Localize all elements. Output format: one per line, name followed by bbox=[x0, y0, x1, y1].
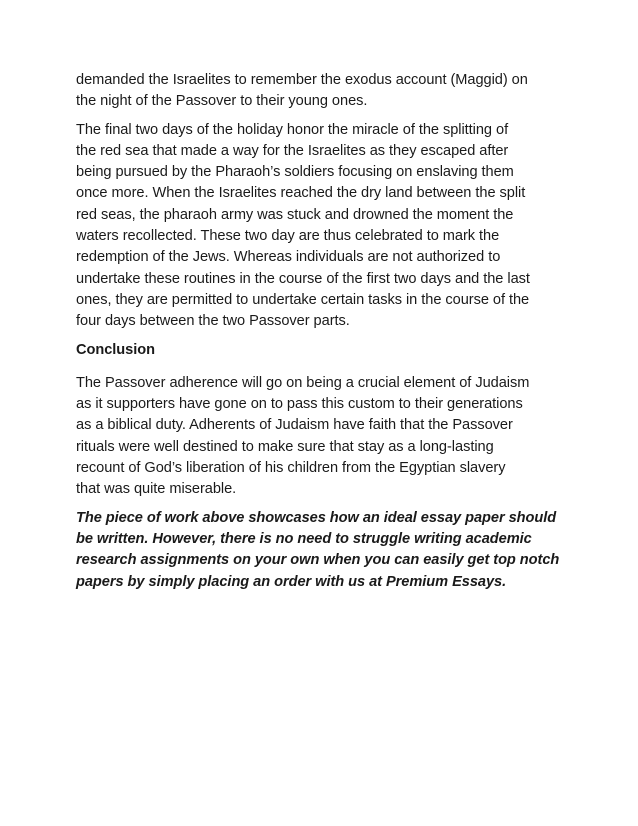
text-line: rituals were well destined to make sure that stay as a long-lasting bbox=[76, 438, 494, 455]
text-line: waters recollected. These two day are thus celebrated to mark the bbox=[76, 228, 500, 245]
text-line: research assignments on your own when you can easily get top notch bbox=[76, 552, 560, 569]
text-line: the red sea that made a way for the Israelites as they escaped after bbox=[76, 142, 509, 159]
text-line: ones, they are permitted to undertake certain tasks in the course of the bbox=[76, 291, 530, 308]
text-line: once more. When the Israelites reached the dry land between the split bbox=[76, 185, 526, 202]
text-line: recount of God’s liberation of his children from the Egyptian slavery bbox=[76, 460, 506, 477]
text-line: undertake these routines in the course of the first two days and the last bbox=[76, 270, 530, 287]
paragraph-conclusion bbox=[76, 373, 568, 501]
text-line: as a biblical duty. Adherents of Judaism have faith that the Passover bbox=[76, 417, 513, 434]
text-line: the night of the Passover to their young ones. bbox=[76, 93, 368, 110]
text-line: four days between the two Passover parts. bbox=[76, 313, 350, 330]
text-line: as it supporters have gone on to pass this custom to their generations bbox=[76, 396, 523, 413]
text-line: that was quite miserable. bbox=[76, 481, 237, 498]
paragraph-exodus-account bbox=[76, 70, 568, 113]
text-line: The final two days of the holiday honor the miracle of the splitting of bbox=[76, 121, 509, 138]
text-line: papers by simply placing an order with us at Premium Essays. bbox=[76, 573, 507, 590]
document-body bbox=[76, 70, 568, 593]
paragraph-final-two-days bbox=[76, 120, 568, 333]
text-line: The piece of work above showcases how an ideal essay paper should bbox=[76, 509, 557, 526]
text-line: red seas, the pharaoh army was stuck and drowned the moment the bbox=[76, 206, 514, 223]
text-line: The Passover adherence will go on being a crucial element of Judaism bbox=[76, 374, 530, 391]
conclusion-heading: Conclusion bbox=[76, 341, 155, 358]
promo-paragraph bbox=[76, 508, 568, 593]
text-line: be written. However, there is no need to struggle writing academic bbox=[76, 530, 532, 547]
text-line: being pursued by the Pharaoh’s soldiers focusing on enslaving them bbox=[76, 164, 514, 181]
text-line: redemption of the Jews. Whereas individuals are not authorized to bbox=[76, 249, 501, 266]
text-line: demanded the Israelites to remember the exodus account (Maggid) on bbox=[76, 72, 528, 88]
